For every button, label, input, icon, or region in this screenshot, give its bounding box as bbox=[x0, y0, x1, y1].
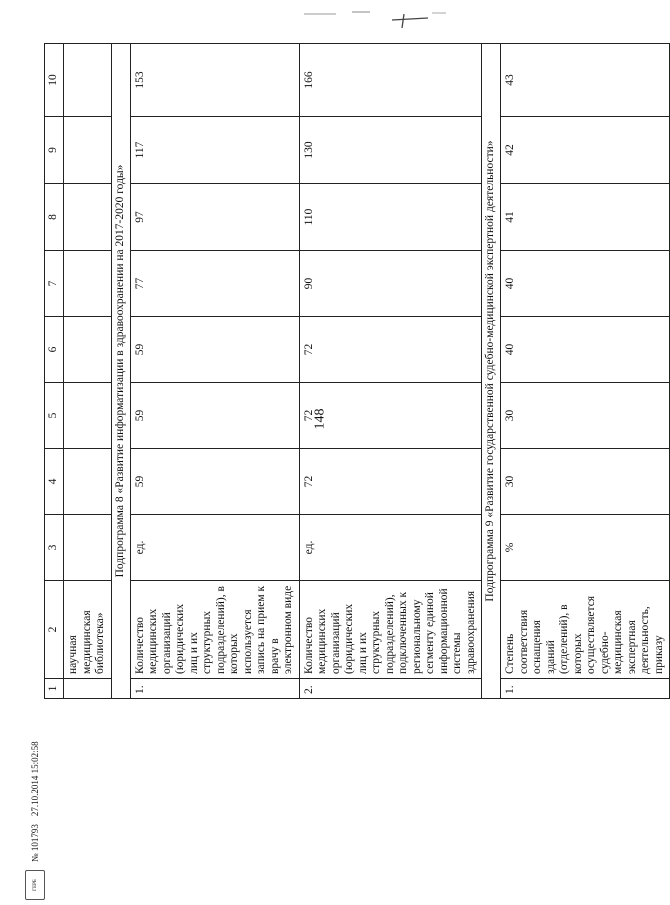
scan-artifact-marks bbox=[300, 8, 450, 30]
value-cell: 42 bbox=[501, 117, 670, 184]
column-number: 7 bbox=[45, 251, 64, 317]
value-cell: 117 bbox=[130, 117, 299, 184]
value-cell: 166 bbox=[299, 44, 482, 117]
column-number: 5 bbox=[45, 383, 64, 449]
value-cell: 97 bbox=[130, 184, 299, 251]
table-container bbox=[44, 44, 665, 699]
row-number: 1. bbox=[501, 679, 670, 699]
value-cell: 40 bbox=[501, 251, 670, 317]
value-cell: 72 bbox=[299, 383, 482, 449]
column-number: 8 bbox=[45, 184, 64, 251]
table-row bbox=[501, 44, 670, 699]
value-cell: 90 bbox=[299, 251, 482, 317]
row-number: 1. bbox=[130, 679, 299, 699]
value-cell: 130 bbox=[299, 117, 482, 184]
unit-cell: ед. bbox=[299, 515, 482, 581]
subprogram-row bbox=[111, 44, 130, 699]
indicator-name: Количество медицинских организаций (юридических лиц и их структурных подразделений), в которых используется запись на прием к врачу в электронном виде bbox=[130, 581, 299, 679]
column-number: 2 bbox=[45, 581, 64, 679]
unit-cell: % bbox=[501, 515, 670, 581]
value-cell: 30 bbox=[501, 449, 670, 515]
indicator-name: научная медицинская библиотека» bbox=[64, 581, 112, 679]
column-number: 9 bbox=[45, 117, 64, 184]
value-cell: 72 bbox=[299, 317, 482, 383]
value-cell: 41 bbox=[501, 184, 670, 251]
column-number: 4 bbox=[45, 449, 64, 515]
value-cell: 77 bbox=[130, 251, 299, 317]
page-number: 148 bbox=[312, 408, 327, 430]
value-cell: 43 bbox=[501, 44, 670, 117]
column-number: 3 bbox=[45, 515, 64, 581]
table-row bbox=[64, 44, 112, 699]
document-footer bbox=[20, 540, 50, 900]
value-cell: 72 bbox=[299, 449, 482, 515]
row-number: 2. bbox=[299, 679, 482, 699]
indicators-table bbox=[44, 43, 670, 699]
table-row bbox=[299, 44, 482, 699]
value-cell: 153 bbox=[130, 44, 299, 117]
subprogram-row bbox=[482, 44, 501, 699]
indicator-name: Степень соответствия оснащения зданий (отделений), в которых осуществляется судебно-медицинская экспертная деятельность, приказу bbox=[501, 581, 670, 679]
column-number: 1 bbox=[45, 679, 64, 699]
subprogram-title: Подпрограмма 8 «Развитие информатизации в здравоохранении на 2017-2020 годы» bbox=[111, 44, 130, 699]
emblem-stamp: ГЕРБ bbox=[25, 870, 45, 900]
column-number: 6 bbox=[45, 317, 64, 383]
value-cell: 30 bbox=[501, 383, 670, 449]
subprogram-title: Подпрограмма 9 «Развитие государственной судебно-медицинской экспертной деятельности» bbox=[482, 44, 501, 699]
column-number: 10 bbox=[45, 44, 64, 117]
value-cell: 59 bbox=[130, 383, 299, 449]
table-row bbox=[130, 44, 299, 699]
value-cell: 59 bbox=[130, 449, 299, 515]
document-datetime: 27.10.2014 15:02:58 bbox=[30, 741, 40, 817]
value-cell: 59 bbox=[130, 317, 299, 383]
document-number: № 101793 bbox=[30, 824, 40, 862]
value-cell: 110 bbox=[299, 184, 482, 251]
indicator-name: Количество медицинских организаций (юридических лиц и их структурных подразделений), подключенных к региональному сегменту единой информационной системы здравоохранения bbox=[299, 581, 482, 679]
value-cell: 40 bbox=[501, 317, 670, 383]
unit-cell: ед. bbox=[130, 515, 299, 581]
